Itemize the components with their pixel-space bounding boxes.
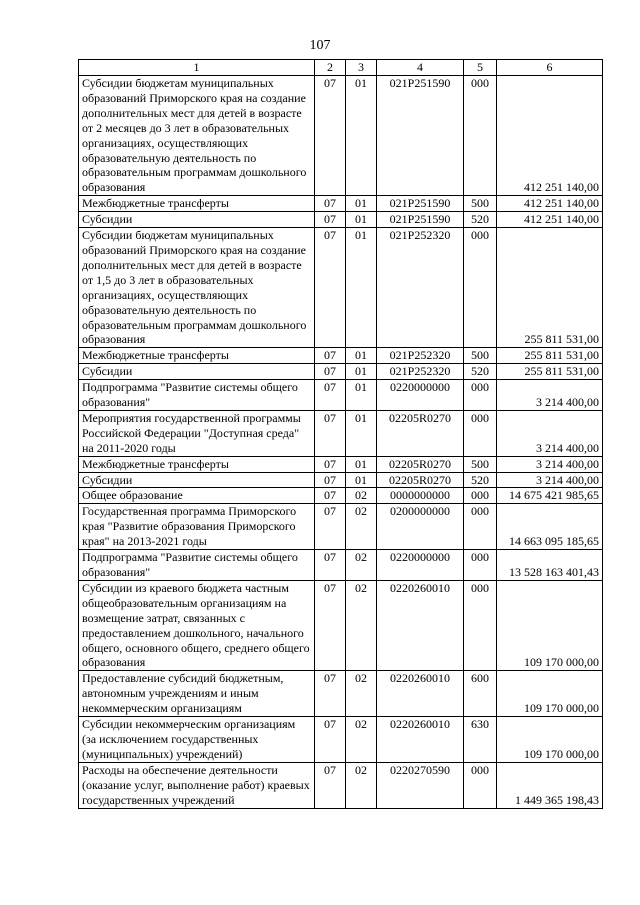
expense-type-cell: 520 <box>464 364 497 380</box>
subsection-cell: 02 <box>346 671 377 717</box>
table-row <box>79 456 603 472</box>
expense-type-cell: 520 <box>464 472 497 488</box>
subsection-cell: 02 <box>346 580 377 670</box>
expense-type-cell: 500 <box>464 456 497 472</box>
subsection-cell: 01 <box>346 380 377 411</box>
section-cell: 07 <box>315 456 346 472</box>
target-code-cell: 0200000000 <box>377 504 464 550</box>
subsection-cell: 02 <box>346 762 377 808</box>
subsection-cell: 02 <box>346 504 377 550</box>
amount-cell: 255 811 531,00 <box>497 364 603 380</box>
subsection-cell: 01 <box>346 212 377 228</box>
expense-type-cell: 600 <box>464 671 497 717</box>
table-row <box>79 550 603 581</box>
target-code-cell: 02205R0270 <box>377 410 464 456</box>
subsection-cell: 01 <box>346 472 377 488</box>
target-code-cell: 0220260010 <box>377 671 464 717</box>
section-cell: 07 <box>315 348 346 364</box>
row-name-cell: Межбюджетные трансферты <box>79 456 315 472</box>
expense-type-cell: 500 <box>464 348 497 364</box>
table-row <box>79 504 603 550</box>
table-row <box>79 348 603 364</box>
table-row <box>79 76 603 196</box>
section-cell: 07 <box>315 212 346 228</box>
header-cell: 6 <box>497 60 603 76</box>
row-name-cell: Субсидии из краевого бюджета частным общеобразовательным организациям на возмещение затрат, связанных с предоставлением дошкольного, начального общего, основного общего, среднего общего образования <box>79 580 315 670</box>
target-code-cell: 0220260010 <box>377 717 464 763</box>
table-row <box>79 364 603 380</box>
target-code-cell: 021P251590 <box>377 76 464 196</box>
target-code-cell: 021P252320 <box>377 228 464 348</box>
subsection-cell: 02 <box>346 717 377 763</box>
target-code-cell: 0000000000 <box>377 488 464 504</box>
table-row <box>79 671 603 717</box>
subsection-cell: 01 <box>346 410 377 456</box>
amount-cell: 109 170 000,00 <box>497 580 603 670</box>
amount-cell: 13 528 163 401,43 <box>497 550 603 581</box>
subsection-cell: 01 <box>346 196 377 212</box>
expense-type-cell: 000 <box>464 580 497 670</box>
target-code-cell: 0220000000 <box>377 550 464 581</box>
amount-cell: 255 811 531,00 <box>497 228 603 348</box>
budget-table <box>78 59 603 809</box>
table-row <box>79 717 603 763</box>
expense-type-cell: 000 <box>464 380 497 411</box>
target-code-cell: 0220270590 <box>377 762 464 808</box>
expense-type-cell: 630 <box>464 717 497 763</box>
amount-cell: 412 251 140,00 <box>497 212 603 228</box>
section-cell: 07 <box>315 410 346 456</box>
subsection-cell: 02 <box>346 550 377 581</box>
target-code-cell: 021P252320 <box>377 364 464 380</box>
section-cell: 07 <box>315 580 346 670</box>
amount-cell: 14 663 095 185,65 <box>497 504 603 550</box>
table-row <box>79 472 603 488</box>
amount-cell: 109 170 000,00 <box>497 671 603 717</box>
amount-cell: 412 251 140,00 <box>497 196 603 212</box>
target-code-cell: 0220000000 <box>377 380 464 411</box>
table-row <box>79 410 603 456</box>
row-name-cell: Субсидии <box>79 212 315 228</box>
page-number: 107 <box>309 38 331 53</box>
expense-type-cell: 500 <box>464 196 497 212</box>
expense-type-cell: 000 <box>464 504 497 550</box>
amount-cell: 412 251 140,00 <box>497 76 603 196</box>
target-code-cell: 021P252320 <box>377 348 464 364</box>
section-cell: 07 <box>315 717 346 763</box>
table-row <box>79 580 603 670</box>
section-cell: 07 <box>315 762 346 808</box>
section-cell: 07 <box>315 550 346 581</box>
row-name-cell: Предоставление субсидий бюджетным, автономным учреждениям и иным некоммерческим организациям <box>79 671 315 717</box>
target-code-cell: 02205R0270 <box>377 456 464 472</box>
row-name-cell: Субсидии бюджетам муниципальных образований Приморского края на создание дополнительных мест для детей в возрасте от 2 месяцев до 3 лет в образовательных организациях, осуществляющих образовательную деятельность по образовательным программам дошкольного образования <box>79 76 315 196</box>
subsection-cell: 01 <box>346 228 377 348</box>
section-cell: 07 <box>315 380 346 411</box>
row-name-cell: Государственная программа Приморского края "Развитие образования Приморского края" на 2013-2021 годы <box>79 504 315 550</box>
row-name-cell: Субсидии <box>79 472 315 488</box>
table-row <box>79 488 603 504</box>
row-name-cell: Подпрограмма "Развитие системы общего образования" <box>79 380 315 411</box>
section-cell: 07 <box>315 671 346 717</box>
row-name-cell: Расходы на обеспечение деятельности (оказание услуг, выполнение работ) краевых государственных учреждений <box>79 762 315 808</box>
expense-type-cell: 000 <box>464 762 497 808</box>
table-row <box>79 380 603 411</box>
target-code-cell: 02205R0270 <box>377 472 464 488</box>
expense-type-cell: 520 <box>464 212 497 228</box>
amount-cell: 3 214 400,00 <box>497 410 603 456</box>
section-cell: 07 <box>315 472 346 488</box>
expense-type-cell: 000 <box>464 550 497 581</box>
section-cell: 07 <box>315 76 346 196</box>
section-cell: 07 <box>315 488 346 504</box>
row-name-cell: Общее образование <box>79 488 315 504</box>
section-cell: 07 <box>315 196 346 212</box>
table-row <box>79 762 603 808</box>
row-name-cell: Субсидии бюджетам муниципальных образований Приморского края на создание дополнительных мест для детей в возрасте от 1,5 до 3 лет в образовательных организациях, осуществляющих образовательную деятельность по образовательным программам дошкольного образования <box>79 228 315 348</box>
amount-cell: 14 675 421 985,65 <box>497 488 603 504</box>
amount-cell: 255 811 531,00 <box>497 348 603 364</box>
amount-cell: 109 170 000,00 <box>497 717 603 763</box>
section-cell: 07 <box>315 364 346 380</box>
subsection-cell: 01 <box>346 364 377 380</box>
row-name-cell: Межбюджетные трансферты <box>79 196 315 212</box>
table-body <box>79 76 603 809</box>
amount-cell: 3 214 400,00 <box>497 380 603 411</box>
amount-cell: 1 449 365 198,43 <box>497 762 603 808</box>
subsection-cell: 01 <box>346 76 377 196</box>
expense-type-cell: 000 <box>464 410 497 456</box>
header-cell: 4 <box>377 60 464 76</box>
target-code-cell: 0220260010 <box>377 580 464 670</box>
header-row <box>79 60 603 76</box>
row-name-cell: Подпрограмма "Развитие системы общего образования" <box>79 550 315 581</box>
subsection-cell: 01 <box>346 348 377 364</box>
row-name-cell: Субсидии некоммерческим организациям (за исключением государственных (муниципальных) учреждений) <box>79 717 315 763</box>
row-name-cell: Мероприятия государственной программы Российской Федерации "Доступная среда" на 2011-2020 годы <box>79 410 315 456</box>
subsection-cell: 02 <box>346 488 377 504</box>
table-row <box>79 196 603 212</box>
expense-type-cell: 000 <box>464 488 497 504</box>
table-row <box>79 228 603 348</box>
amount-cell: 3 214 400,00 <box>497 472 603 488</box>
target-code-cell: 021P251590 <box>377 212 464 228</box>
table-row <box>79 212 603 228</box>
subsection-cell: 01 <box>346 456 377 472</box>
row-name-cell: Субсидии <box>79 364 315 380</box>
header-cell: 5 <box>464 60 497 76</box>
header-cell: 1 <box>79 60 315 76</box>
section-cell: 07 <box>315 228 346 348</box>
target-code-cell: 021P251590 <box>377 196 464 212</box>
expense-type-cell: 000 <box>464 76 497 196</box>
header-cell: 3 <box>346 60 377 76</box>
amount-cell: 3 214 400,00 <box>497 456 603 472</box>
expense-type-cell: 000 <box>464 228 497 348</box>
row-name-cell: Межбюджетные трансферты <box>79 348 315 364</box>
header-cell: 2 <box>315 60 346 76</box>
section-cell: 07 <box>315 504 346 550</box>
